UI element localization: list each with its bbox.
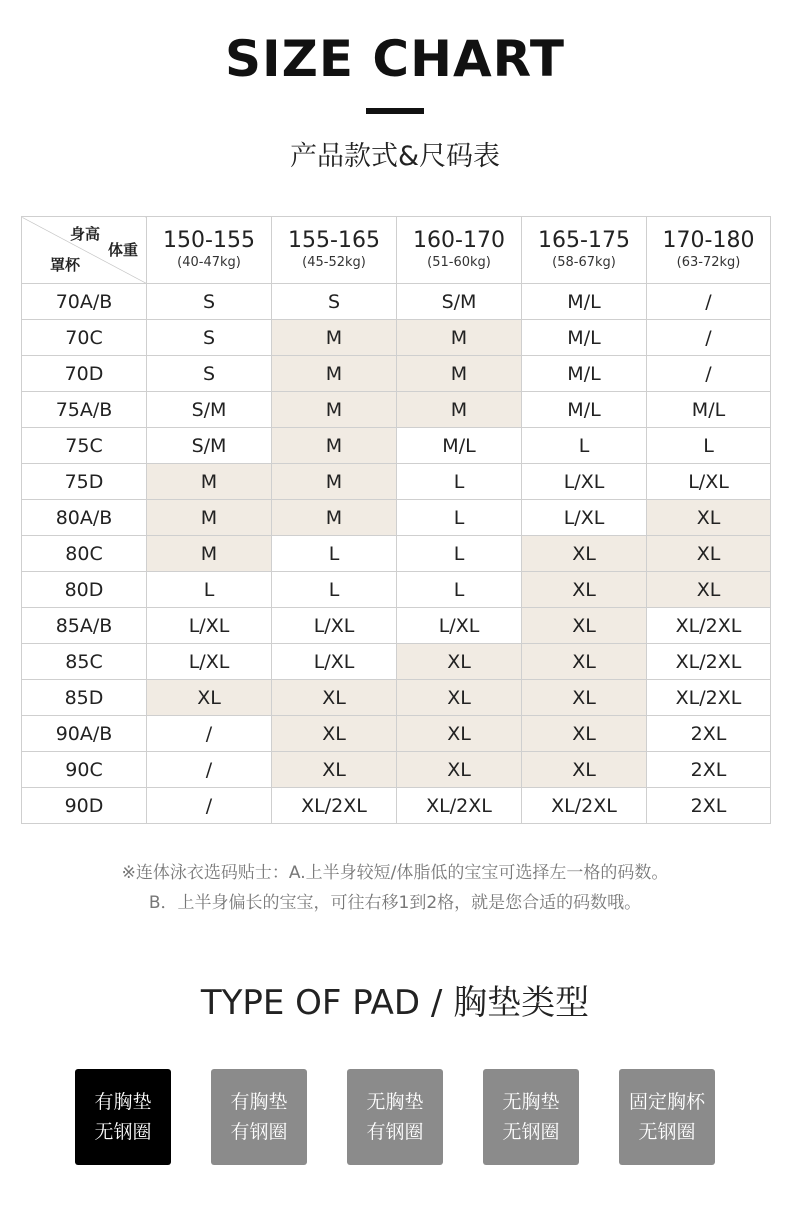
size-cell: XL [522, 752, 647, 788]
cup-size-cell: 80D [22, 572, 147, 608]
size-cell: M [397, 392, 522, 428]
size-cell: L/XL [272, 644, 397, 680]
size-cell: / [147, 716, 272, 752]
table-corner-header [22, 217, 147, 284]
size-cell: XL [647, 500, 771, 536]
size-cell: S [147, 284, 272, 320]
weight-range: (51-60kg) [427, 255, 491, 270]
size-cell: XL [647, 572, 771, 608]
size-cell: S [272, 284, 397, 320]
table-header-row [22, 217, 771, 284]
cup-size-cell: 80C [22, 536, 147, 572]
size-chart-table [21, 216, 771, 824]
table-row [22, 284, 771, 320]
weight-range: (45-52kg) [302, 255, 366, 270]
pad-option-line: 无胸垫 [502, 1091, 560, 1113]
table-row [22, 464, 771, 500]
pad-option-line: 有胸垫 [94, 1091, 152, 1113]
height-range: 160-170 [413, 228, 505, 253]
size-cell: L/XL [522, 464, 647, 500]
size-cell: / [647, 284, 771, 320]
size-cell: M [147, 500, 272, 536]
size-cell: M [397, 320, 522, 356]
cup-size-cell: 85D [22, 680, 147, 716]
size-cell: M [272, 428, 397, 464]
size-cell: XL [397, 752, 522, 788]
size-cell: / [147, 752, 272, 788]
pad-type-option[interactable] [619, 1069, 715, 1165]
cup-size-cell: 75A/B [22, 392, 147, 428]
size-cell: XL [522, 536, 647, 572]
size-cell: M/L [522, 284, 647, 320]
cup-size-cell: 75D [22, 464, 147, 500]
size-cell: M/L [522, 392, 647, 428]
size-cell: XL [522, 680, 647, 716]
table-row [22, 716, 771, 752]
cup-size-cell: 70C [22, 320, 147, 356]
size-cell: XL/2XL [647, 644, 771, 680]
size-cell: XL [647, 536, 771, 572]
size-cell: L [647, 428, 771, 464]
size-cell: M [147, 536, 272, 572]
table-row [22, 644, 771, 680]
table-row [22, 428, 771, 464]
pad-type-option[interactable] [75, 1069, 171, 1165]
cup-size-cell: 85A/B [22, 608, 147, 644]
table-body [22, 284, 771, 824]
weight-range: (40-47kg) [177, 255, 241, 270]
size-cell: L/XL [147, 644, 272, 680]
cup-size-cell: 85C [22, 644, 147, 680]
size-cell: / [147, 788, 272, 824]
size-cell: L [272, 572, 397, 608]
weight-range: (63-72kg) [676, 255, 741, 270]
size-cell: M [272, 320, 397, 356]
size-cell: XL [522, 572, 647, 608]
size-cell: XL [397, 716, 522, 752]
column-header [647, 217, 771, 284]
pad-option-line: 无胸垫 [366, 1091, 424, 1113]
size-cell: M [272, 464, 397, 500]
corner-height-label: 身高 [70, 225, 101, 243]
pad-option-line: 固定胸杯 [628, 1091, 705, 1113]
table-row [22, 320, 771, 356]
table-row [22, 500, 771, 536]
table-row [22, 680, 771, 716]
size-cell: L [272, 536, 397, 572]
size-cell: XL/2XL [272, 788, 397, 824]
size-cell: L [147, 572, 272, 608]
table-row [22, 608, 771, 644]
size-cell: L/XL [272, 608, 397, 644]
size-cell: M/L [397, 428, 522, 464]
size-cell: L [397, 500, 522, 536]
cup-size-cell: 90A/B [22, 716, 147, 752]
size-cell: S/M [397, 284, 522, 320]
title-divider [366, 108, 424, 114]
size-cell: L [522, 428, 647, 464]
size-cell: M [272, 392, 397, 428]
size-cell: XL [272, 716, 397, 752]
table-row [22, 752, 771, 788]
size-cell: XL [522, 716, 647, 752]
size-cell: XL/2XL [647, 680, 771, 716]
size-cell: XL [397, 680, 522, 716]
size-cell: M [272, 500, 397, 536]
pad-type-title: TYPE OF PAD / 胸垫类型 [200, 983, 590, 1023]
pad-option-line: 有钢圈 [366, 1121, 424, 1143]
table-row [22, 536, 771, 572]
size-cell: 2XL [647, 788, 771, 824]
size-cell: L [397, 464, 522, 500]
cup-size-cell: 80A/B [22, 500, 147, 536]
size-cell: L/XL [522, 500, 647, 536]
size-cell: L/XL [397, 608, 522, 644]
page-subtitle: 产品款式&尺码表 [289, 141, 501, 172]
size-cell: / [647, 356, 771, 392]
size-cell: S [147, 320, 272, 356]
size-cell: M/L [647, 392, 771, 428]
height-range: 165-175 [538, 228, 630, 253]
column-header [147, 217, 272, 284]
fit-tip-note: ※连体泳衣选码贴士：A.上半身较短/体脂低的宝宝可选择左一格的码数。 [121, 863, 669, 883]
size-cell: L [397, 572, 522, 608]
size-cell: S/M [147, 392, 272, 428]
size-cell: M [397, 356, 522, 392]
size-cell: XL [522, 608, 647, 644]
weight-range: (58-67kg) [552, 255, 616, 270]
size-cell: L/XL [647, 464, 771, 500]
table-row [22, 356, 771, 392]
size-cell: XL [397, 644, 522, 680]
corner-weight-label: 体重 [107, 241, 138, 259]
cup-size-cell: 70A/B [22, 284, 147, 320]
pad-option-line: 无钢圈 [502, 1121, 560, 1143]
size-cell: XL [522, 644, 647, 680]
pad-option-line: 无钢圈 [94, 1121, 152, 1143]
height-range: 150-155 [163, 228, 255, 253]
size-cell: / [647, 320, 771, 356]
size-cell: XL/2XL [397, 788, 522, 824]
pad-type-option[interactable] [211, 1069, 307, 1165]
pad-option-line: 有钢圈 [230, 1121, 288, 1143]
height-range: 155-165 [288, 228, 380, 253]
size-cell: M/L [522, 356, 647, 392]
size-cell: L [397, 536, 522, 572]
size-cell: S [147, 356, 272, 392]
column-header [522, 217, 647, 284]
pad-option-line: 有胸垫 [230, 1091, 288, 1113]
fit-tip-note: B．上半身偏长的宝宝，可往右移1到2格，就是您合适的码数哦。 [148, 893, 642, 913]
pad-type-option[interactable] [483, 1069, 579, 1165]
cup-size-cell: 70D [22, 356, 147, 392]
cup-size-cell: 90C [22, 752, 147, 788]
size-cell: XL/2XL [522, 788, 647, 824]
size-cell: XL [147, 680, 272, 716]
height-range: 170-180 [662, 228, 755, 253]
table-row [22, 572, 771, 608]
size-cell: M [272, 356, 397, 392]
size-cell: XL [272, 680, 397, 716]
cup-size-cell: 75C [22, 428, 147, 464]
size-cell: XL/2XL [647, 608, 771, 644]
table-row [22, 392, 771, 428]
table-row [22, 788, 771, 824]
size-cell: S/M [147, 428, 272, 464]
corner-cup-label: 罩杯 [50, 256, 81, 274]
size-cell: L/XL [147, 608, 272, 644]
size-cell: 2XL [647, 752, 771, 788]
size-cell: M/L [522, 320, 647, 356]
size-cell: XL [272, 752, 397, 788]
page-title: SIZE CHART [224, 30, 566, 88]
size-cell: M [147, 464, 272, 500]
pad-type-option[interactable] [347, 1069, 443, 1165]
cup-size-cell: 90D [22, 788, 147, 824]
column-header [272, 217, 397, 284]
column-header [397, 217, 522, 284]
pad-option-line: 无钢圈 [638, 1121, 696, 1143]
size-cell: 2XL [647, 716, 771, 752]
